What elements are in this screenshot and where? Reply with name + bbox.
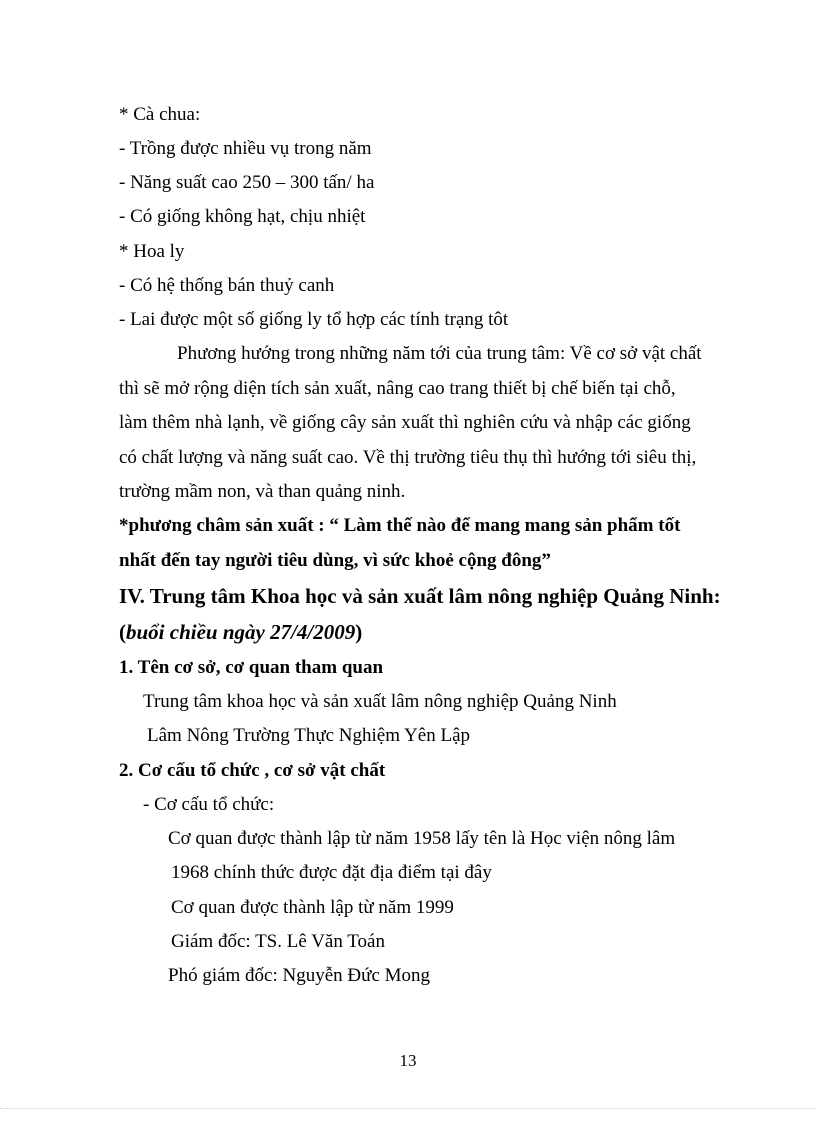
subsection-2-line-4: Giám đốc: TS. Lê Văn Toán (171, 931, 385, 952)
page-bottom-divider (0, 1108, 816, 1109)
tomato-item-2: - Năng suất cao 250 – 300 tấn/ ha (119, 172, 375, 193)
section-4-date-close: ) (355, 620, 363, 644)
direction-line-4: có chất lượng và năng suất cao. Về thị trường tiêu thụ thì hướng tới siêu thị, (119, 447, 697, 468)
subsection-2-heading: 2. Cơ cấu tổ chức , cơ sở vật chất (119, 760, 386, 781)
lily-title: * Hoa ly (119, 241, 185, 262)
section-4-heading: IV. Trung tâm Khoa học và sản xuất lâm nông nghiệp Quảng Ninh: (119, 584, 721, 608)
subsection-2-line-1: Cơ quan được thành lập từ năm 1958 lấy tên là Học viện nông lâm (168, 828, 676, 849)
tomato-item-1: - Trồng được nhiều vụ trong năm (119, 138, 372, 159)
direction-line-5: trường mầm non, và than quảng ninh. (119, 481, 406, 502)
subsection-1-line-2: Lâm Nông Trường Thực Nghiệm Yên Lập (147, 725, 470, 746)
subsection-2-line-5: Phó giám đốc: Nguyễn Đức Mong (168, 965, 431, 986)
direction-line-2: thì sẽ mở rộng diện tích sản xuất, nâng cao trang thiết bị chế biến tại chỗ, (119, 378, 676, 399)
subsection-2-line-3: Cơ quan được thành lập từ năm 1999 (171, 897, 454, 918)
subsection-2-line-2: 1968 chính thức được đặt địa điểm tại đây (171, 862, 492, 883)
lily-item-1: - Có hệ thống bán thuỷ canh (119, 275, 335, 296)
subsection-1-heading: 1. Tên cơ sở, cơ quan tham quan (119, 657, 384, 678)
tomato-item-3: - Có giống không hạt, chịu nhiệt (119, 206, 366, 227)
section-4-date-open: ( (119, 620, 126, 644)
tomato-title: * Cà chua: (119, 104, 201, 125)
lily-item-2: - Lai được một số giống ly tổ hợp các tính trạng tôt (119, 309, 509, 330)
section-4-date-text: buổi chiều ngày 27/4/2009 (126, 620, 356, 644)
subsection-2-item: - Cơ cấu tổ chức: (143, 794, 275, 815)
direction-line-3: làm thêm nhà lạnh, về giống cây sản xuất thì nghiên cứu và nhập các giống (119, 412, 691, 433)
page-number: 13 (399, 1051, 417, 1070)
subsection-1-line-1: Trung tâm khoa học và sản xuất lâm nông nghiệp Quảng Ninh (143, 691, 617, 712)
direction-line-1: Phương hướng trong những năm tới của trung tâm: Về cơ sở vật chất (177, 343, 702, 364)
motto-line-1: *phương châm sản xuất : “ Làm thế nào để mang mang sản phẩm tốt (119, 515, 681, 536)
motto-line-2: nhất đến tay người tiêu dùng, vì sức khoẻ cộng đông” (119, 550, 551, 571)
section-4-date (119, 620, 362, 644)
